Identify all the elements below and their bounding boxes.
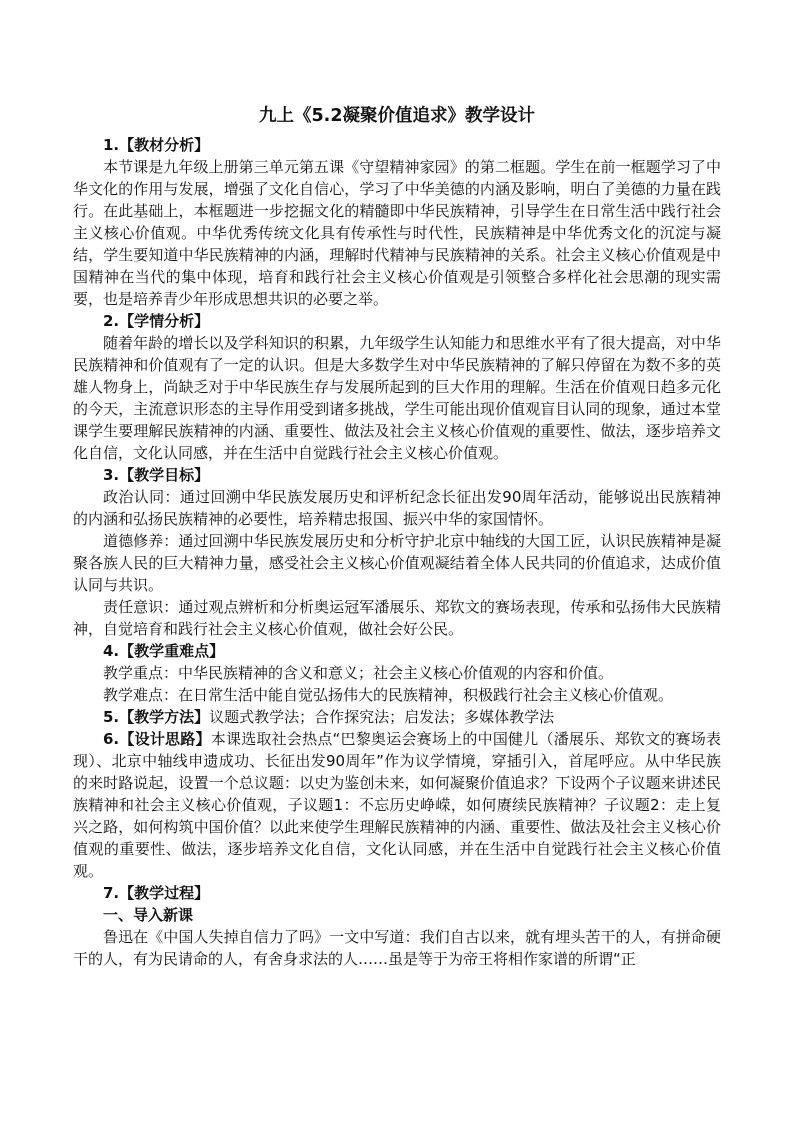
paragraph-student-analysis: 随着年龄的增长以及学科知识的积累，九年级学生认知能力和思维水平有了很大提高，对中华民族精神和价值观有了一定的认识。但是大多数学生对中华民族精神的了解只停留在为数不多的英雄人物身上，尚缺乏对于中华民族生存与发展所起到的巨大作用的理解。生活在价值观日趋多元化的今天，主流意识形态的主导作用受到诸多挑战，学生可能出现价值观盲目认同的现象，通过本堂课学生要理解民族精神的内涵、重要性、做法及社会主义核心价值观的重要性、做法，逐步培养文化自信，文化认同感，并在生活中自觉践行社会主义核心价值观。 [73,334,721,462]
paragraph-objective-moral: 道德修养：通过回溯中华民族发展历史和分析守护北京中轴线的大国工匠，认识民族精神是凝聚各族人民的巨大精神力量，感受社会主义核心价值观凝结着全体人民共同的价值追求，达成价值认同与共识。 [73,532,721,594]
section-heading-teaching-objectives: 3.【教学目标】 [103,466,210,484]
paragraph-key-point: 教学重点：中华民族精神的含义和意义；社会主义核心价值观的内容和价值。 [103,664,614,682]
paragraph-objective-political: 政治认同：通过回溯中华民族发展历史和评析纪念长征出发90周年活动，能够说出民族精神的内涵和弘扬民族精神的必要性，培养精忠报国、振兴中华的家国情怀。 [73,488,721,528]
paragraph-textbook-analysis: 本节课是九年级上册第三单元第五课《守望精神家园》的第二框题。学生在前一框题学习了中华文化的作用与发展，增强了文化自信心，学习了中华美德的内涵及影响，明白了美德的力量在践行。在此基础上，本框题进一步挖掘文化的精髓即中华民族精神，引导学生在日常生活中践行社会主义核心价值观。中华优秀传统文化具有传承性与时代性，民族精神是中华优秀文化的沉淀与凝结，学生要知道中华民族精神的内涵，理解时代精神与民族精神的关系。社会主义核心价值观是中国精神在当代的集中体现，培育和践行社会主义核心价值观是引领整合多样化社会思潮的现实需要，也是培养青少年形成思想共识的必要之举。 [73,158,721,308]
paragraph-design-idea [73,728,721,882]
document-page [73,104,721,970]
section-heading-teaching-process: 7.【教学过程】 [103,884,210,902]
section-heading-teaching-methods: 5.【教学方法】 [103,708,210,726]
section-heading-student-analysis: 2.【学情分析】 [103,312,210,330]
section-heading-design-idea: 6.【设计思路】 [103,730,211,748]
paragraph-introduction: 鲁迅在《中国人失掉自信力了吗》一文中写道：我们自古以来，就有埋头苦干的人，有拼命硬干的人，有为民请命的人，有舍身求法的人……虽是等于为帝王将相作家谱的所谓“正 [73,928,721,968]
design-idea-text: 本课选取社会热点“巴黎奥运会赛场上的中国健儿（潘展乐、郑钦文的赛场表现）、北京中轴线申遗成功、长征出发90周年”作为议学情境，穿插引入，首尾呼应。从中华民族的来时路说起，设置一个总议题：以史为鉴创未来，如何凝聚价值追求？下设两个子议题来讲述民族精神和社会主义核心价值观，子议题1：不忘历史峥嵘，如何赓续民族精神？子议题2：走上复兴之路，如何构筑中国价值？以此来使学生理解民族精神的内涵、重要性、做法及社会主义核心价值观的重要性、做法，逐步培养文化自信，文化认同感，并在生活中自觉践行社会主义核心价值观。 [73,730,721,880]
paragraph-objective-responsibility: 责任意识：通过观点辨析和分析奥运冠军潘展乐、郑钦文的赛场表现，传承和弘扬伟大民族精神，自觉培育和践行社会主义核心价值观，做社会好公民。 [73,598,721,638]
document-title: 九上《5.2凝聚价值追求》教学设计 [259,106,535,126]
section-heading-key-points: 4.【教学重难点】 [103,642,225,660]
paragraph-teaching-methods [73,706,721,728]
teaching-methods-text: 议题式教学法；合作探究法；启发法；多媒体教学法 [209,708,555,726]
paragraph-difficult-point: 教学难点：在日常生活中能自觉弘扬伟大的民族精神，积极践行社会主义核心价值观。 [103,686,674,704]
subheading-introduction: 一、导入新课 [103,906,194,924]
section-heading-textbook-analysis: 1.【教材分析】 [103,136,210,154]
